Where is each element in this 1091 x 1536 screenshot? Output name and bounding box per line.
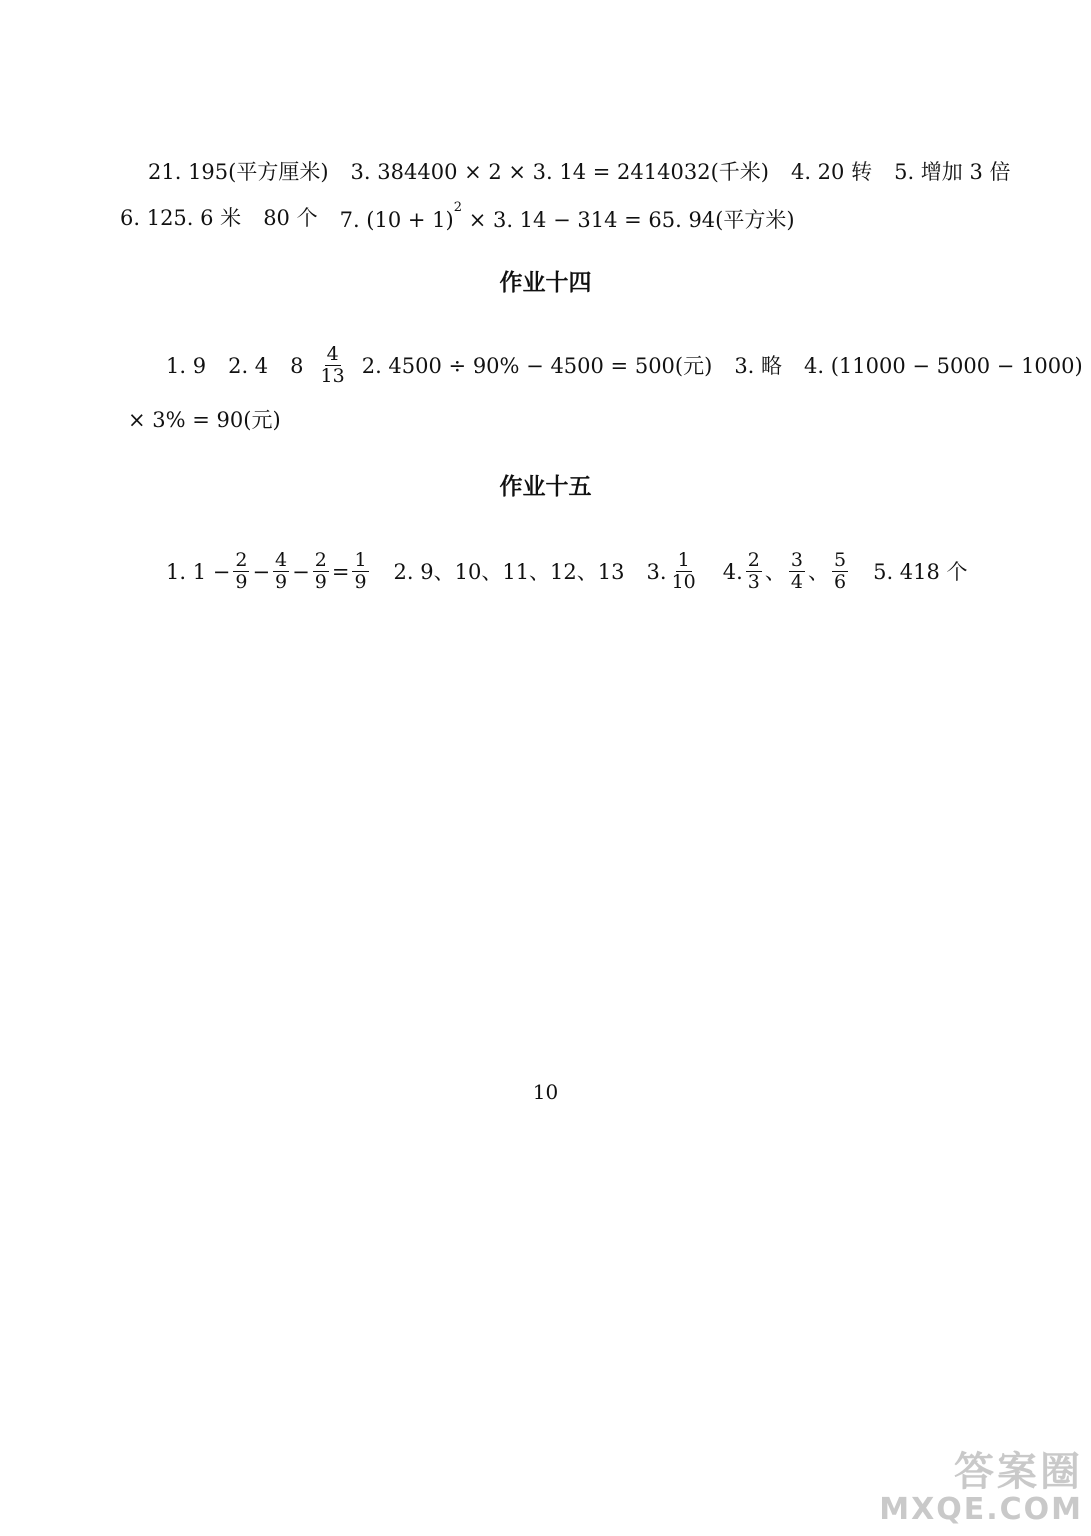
answer-14-q1a: 1. 9 [166, 353, 207, 378]
watermark-logo [879, 1450, 1083, 1526]
answer-13-q3: 3. 384400 × 2 × 3. 14 = 2414032(千米) [350, 160, 769, 184]
answer-14-q4-cont: × 3% = 90(元) [128, 408, 281, 432]
fraction-4-9: $\frac{4}{9}$ [275, 549, 288, 593]
fraction-2-9-b: $\frac{2}{9}$ [314, 549, 327, 593]
answer-line-14-1 [166, 344, 1083, 387]
answer-13-q5: 5. 增加 3 倍 [894, 160, 1011, 184]
answer-line-14-2 [128, 406, 281, 434]
answer-14-q4: 4. (11000 − 5000 − 1000) [804, 353, 1083, 378]
answer-14-q2: 2. 4500 ÷ 90% − 4500 = 500(元) [361, 353, 713, 378]
answer-15-q4-pre: 4. [722, 559, 743, 584]
answer-13-q2: 21. 195(平方厘米) [148, 160, 329, 184]
section-title-15: 作业十五 [499, 474, 592, 500]
separator: 、 [807, 559, 829, 584]
minus-sign: − [252, 559, 271, 584]
watermark-text-url: MXQE.COM [879, 1492, 1083, 1527]
answer-15-q2: 2. 9、10、11、12、13 [393, 559, 625, 584]
fraction-5-6: $\frac{5}{6}$ [833, 549, 847, 593]
answer-13-q7: 7. $(10 + 1)^2 \times 3$. 14 − 314 = 65. 94(平方米) [339, 200, 795, 232]
answer-13-q6b: 80 个 [263, 206, 318, 230]
fraction-1-9: $\frac{1}{9}$ [354, 549, 367, 593]
answer-15-q3-pre: 3. [646, 559, 667, 584]
answer-13-q4: 4. 20 转 [790, 160, 873, 184]
page-number: 10 [532, 1080, 559, 1104]
section-title-14: 作业十四 [499, 270, 592, 296]
fraction-2-3: $\frac{2}{3}$ [747, 549, 760, 593]
fraction-1-10: $\frac{1}{10}$ [671, 549, 696, 593]
minus-sign: − [292, 559, 310, 584]
answer-14-q3: 3. 略 [734, 353, 783, 378]
answer-15-q5: 5. 418 个 [873, 559, 968, 584]
fraction-4-13: $\frac{4}{13}$ [320, 343, 345, 387]
fraction-2-9: $\frac{2}{9}$ [235, 549, 248, 593]
answer-line-15-1 [166, 550, 968, 593]
answer-13-q6a: 6. 125. 6 米 [120, 206, 242, 230]
answer-14-q1c: 8 [290, 353, 304, 378]
fraction-3-4: $\frac{3}{4}$ [790, 549, 803, 593]
answer-line-13-1 [148, 158, 1011, 186]
watermark-text-cn: 答案圈 [954, 1449, 1083, 1495]
equals-sign: = [331, 559, 350, 584]
answer-15-q1-pre: 1. 1 − [166, 559, 231, 584]
answer-line-13-2 [120, 202, 795, 234]
separator: 、 [764, 559, 786, 584]
answer-14-q1b: 2. 4 [228, 353, 269, 378]
